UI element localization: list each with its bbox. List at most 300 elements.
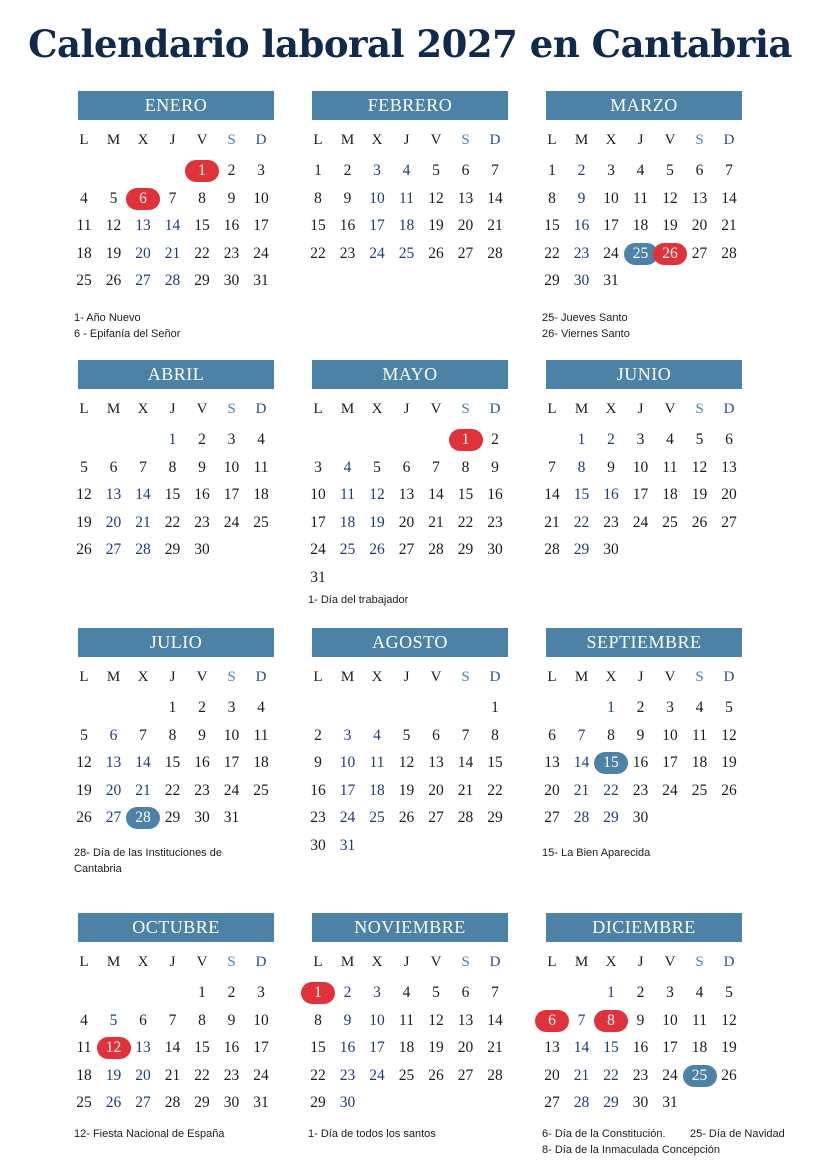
day-cell: 21 (573, 1066, 590, 1084)
day-cell: 10 (253, 189, 269, 207)
day-cell: 27 (105, 541, 122, 558)
day-cell: 22 (603, 781, 619, 799)
day-cell: 13 (428, 754, 444, 771)
day-cell: 18 (398, 1039, 415, 1056)
day-cell: 2 (227, 984, 236, 1001)
day-cell: 6 (535, 1010, 569, 1032)
day-cell: 21 (487, 217, 503, 234)
day-cell: 22 (310, 244, 326, 262)
weekday-label: L (547, 132, 557, 148)
day-cell: 20 (691, 217, 708, 234)
day-cell: 16 (310, 781, 326, 799)
day-cell: 22 (164, 513, 181, 531)
month-mayo (310, 360, 508, 586)
weekday-label: X (137, 401, 149, 417)
day-cell: 2 (636, 984, 645, 1001)
weekday-label: S (695, 669, 704, 685)
day-cell: 11 (76, 1039, 92, 1056)
day-cell: 24 (223, 513, 240, 531)
day-cell: 16 (487, 486, 503, 503)
day-cell: 17 (662, 754, 678, 771)
day-cell: 30 (223, 272, 240, 289)
weekday-label: D (723, 132, 735, 148)
day-cell: 29 (164, 809, 181, 826)
holiday-notes (308, 592, 508, 608)
day-cell: 10 (662, 1011, 678, 1029)
day-cell: 5 (432, 984, 440, 1001)
weekday-label: M (106, 669, 121, 685)
weekday-label: L (313, 132, 323, 148)
day-cell: 6 (402, 458, 411, 476)
day-cell: 12 (721, 1011, 737, 1029)
month-febrero (310, 91, 508, 262)
day-cell: 29 (603, 1094, 619, 1111)
weekday-label: M (574, 401, 589, 417)
weekday-label: S (695, 954, 704, 970)
day-cell: 24 (603, 244, 619, 262)
weekday-label: D (723, 954, 735, 970)
day-cell: 14 (428, 486, 444, 503)
day-cell: 3 (257, 162, 265, 179)
day-cell: 7 (432, 458, 440, 476)
day-cell: 11 (399, 189, 414, 207)
day-cell: 4 (80, 1011, 88, 1029)
weekday-label: L (313, 401, 323, 417)
day-cell: 28 (487, 244, 503, 262)
day-cell: 1 (185, 160, 219, 182)
day-cell: 14 (544, 486, 560, 503)
day-cell: 7 (168, 189, 177, 207)
day-cell: 15 (310, 1039, 326, 1056)
weekday-label: V (430, 669, 442, 685)
day-cell: 27 (428, 809, 444, 826)
day-cell: 21 (164, 244, 181, 262)
day-cell: 9 (577, 189, 586, 207)
day-cell: 21 (573, 781, 590, 799)
day-cell: 3 (257, 984, 265, 1001)
day-cell: 8 (594, 1010, 628, 1032)
day-cell: 21 (428, 513, 444, 531)
day-cell: 7 (461, 726, 470, 744)
day-cell: 22 (544, 244, 560, 262)
weekday-label: J (169, 401, 176, 417)
day-cell: 9 (636, 726, 645, 744)
day-cell: 2 (227, 162, 236, 179)
month-agosto (310, 628, 508, 854)
day-cell: 4 (343, 458, 352, 476)
weekday-label: S (227, 132, 236, 148)
day-cell: 3 (607, 162, 615, 179)
weekday-label: X (137, 954, 149, 970)
day-cell: 26 (105, 272, 122, 289)
day-cell: 6 (695, 162, 704, 179)
day-cell: 25 (398, 1066, 415, 1084)
day-cell: 19 (398, 781, 415, 799)
day-cell: 23 (573, 244, 590, 262)
day-cell: 10 (603, 189, 619, 207)
day-cell: 3 (314, 458, 322, 476)
day-cell: 9 (636, 1011, 645, 1029)
day-cell: 20 (721, 486, 737, 503)
day-cell: 10 (339, 754, 356, 771)
day-cell: 25 (624, 243, 658, 265)
day-cell: 28 (164, 272, 181, 289)
day-cell: 9 (198, 726, 206, 744)
day-cell: 12 (76, 754, 92, 771)
day-cell: 28 (573, 1094, 590, 1111)
day-cell: 2 (491, 431, 499, 448)
day-cell: 3 (373, 984, 381, 1001)
holiday-note: 1- Día del trabajador (308, 594, 409, 606)
weekday-label: D (255, 954, 267, 970)
day-cell: 2 (198, 699, 206, 716)
holiday-notes (542, 845, 782, 861)
day-cell: 12 (97, 1037, 131, 1059)
day-cell: 11 (76, 217, 92, 234)
day-cell: 23 (194, 513, 210, 531)
day-cell: 18 (76, 1066, 92, 1084)
day-cell: 4 (402, 984, 411, 1001)
day-cell: 11 (369, 754, 385, 771)
day-cell: 23 (310, 809, 326, 826)
weekday-label: J (169, 132, 176, 148)
day-cell: 27 (721, 513, 737, 531)
day-cell: 6 (432, 726, 440, 744)
day-cell: 8 (314, 1011, 322, 1029)
day-cell: 8 (461, 458, 470, 476)
day-cell: 5 (109, 189, 118, 207)
day-cell: 12 (721, 726, 737, 744)
day-cell: 20 (457, 217, 474, 234)
month-junio (544, 360, 742, 558)
day-cell: 15 (603, 1039, 619, 1056)
month-abril (76, 360, 274, 558)
day-cell: 11 (633, 189, 648, 207)
day-cell: 11 (692, 726, 707, 744)
weekday-label: J (403, 954, 410, 970)
day-cell: 11 (253, 726, 269, 744)
day-cell: 25 (76, 1094, 92, 1111)
weekday-label: V (430, 401, 442, 417)
weekday-label: S (695, 132, 704, 148)
day-cell: 28 (126, 807, 160, 829)
day-cell: 1 (168, 431, 177, 448)
day-cell: 25 (76, 272, 92, 289)
day-cell: 24 (223, 781, 240, 799)
day-cell: 30 (194, 809, 210, 826)
month-diciembre (544, 913, 742, 1111)
weekday-label: D (255, 669, 267, 685)
day-cell: 8 (168, 458, 177, 476)
day-cell: 9 (227, 1011, 236, 1029)
day-cell: 18 (691, 754, 708, 771)
day-cell: 6 (139, 1011, 147, 1029)
day-cell: 6 (461, 162, 470, 179)
day-cell: 7 (548, 458, 556, 476)
day-cell: 17 (310, 513, 326, 531)
day-cell: 10 (632, 458, 649, 476)
month-header: AGOSTO (312, 628, 508, 657)
day-cell: 27 (105, 809, 122, 826)
day-cell: 22 (164, 781, 181, 799)
weekday-label: V (196, 954, 208, 970)
weekday-label: L (547, 954, 557, 970)
day-cell: 26 (428, 1066, 444, 1084)
weekday-label: D (255, 401, 267, 417)
day-cell: 23 (223, 244, 240, 262)
day-cell: 2 (198, 431, 206, 448)
day-cell: 11 (662, 458, 678, 476)
day-cell: 24 (369, 1066, 385, 1084)
day-cell: 16 (223, 1039, 240, 1056)
day-cell: 29 (164, 541, 181, 558)
weekday-label: X (371, 669, 383, 685)
day-cell: 9 (607, 458, 615, 476)
day-cell: 23 (487, 513, 503, 531)
day-cell: 24 (310, 541, 326, 558)
day-cell: 24 (632, 513, 649, 531)
day-cell: 26 (653, 243, 687, 265)
day-cell: 15 (573, 486, 590, 503)
day-cell: 9 (314, 754, 322, 771)
holiday-notes (542, 310, 782, 342)
weekday-label: M (106, 954, 121, 970)
day-cell: 10 (369, 1011, 385, 1029)
day-cell: 30 (632, 1094, 649, 1111)
weekday-label: S (461, 132, 470, 148)
weekday-label: X (371, 132, 383, 148)
weekday-label: J (637, 401, 644, 417)
day-cell: 31 (603, 272, 619, 289)
day-cell: 8 (577, 458, 586, 476)
weekday-label: V (430, 132, 442, 148)
day-cell: 5 (373, 458, 381, 476)
day-cell: 16 (632, 754, 649, 771)
day-cell: 24 (253, 1066, 269, 1084)
day-cell: 23 (223, 1066, 240, 1084)
day-cell: 8 (198, 189, 206, 207)
day-cell: 26 (428, 244, 444, 262)
day-cell: 28 (487, 1066, 503, 1084)
day-cell: 28 (428, 541, 444, 558)
day-cell: 5 (666, 162, 674, 179)
day-cell: 20 (135, 1066, 151, 1084)
day-cell: 13 (721, 458, 737, 476)
day-cell: 10 (310, 486, 326, 503)
month-header: FEBRERO (312, 91, 508, 120)
month-julio (76, 628, 274, 826)
day-cell: 3 (227, 431, 236, 448)
day-cell: 15 (164, 486, 181, 503)
month-enero (76, 91, 274, 289)
day-cell: 26 (721, 1066, 737, 1084)
day-cell: 25 (683, 1065, 717, 1087)
day-cell: 21 (544, 513, 560, 531)
day-cell: 29 (310, 1094, 326, 1111)
holiday-notes (308, 1126, 508, 1142)
day-cell: 16 (194, 486, 210, 503)
day-cell: 6 (548, 726, 556, 744)
day-cell: 16 (573, 217, 590, 234)
day-cell: 1 (491, 699, 499, 716)
day-cell: 17 (253, 1039, 269, 1056)
month-header: ENERO (78, 91, 274, 120)
day-cell: 14 (135, 486, 151, 503)
day-cell: 17 (253, 217, 269, 234)
month-septiembre (544, 628, 742, 826)
day-cell: 19 (721, 1039, 737, 1056)
day-cell: 22 (310, 1066, 326, 1084)
day-cell: 5 (725, 984, 733, 1001)
month-header: OCTUBRE (78, 913, 274, 942)
day-cell: 31 (253, 1094, 269, 1111)
day-cell: 5 (402, 726, 411, 744)
weekday-label: M (106, 401, 121, 417)
holiday-note: 6- Día de la Constitución. 25- Día de Navidad (542, 1128, 785, 1140)
day-cell: 27 (457, 1066, 474, 1084)
day-cell: 6 (109, 726, 118, 744)
day-cell: 21 (164, 1066, 181, 1084)
day-cell: 27 (544, 1094, 560, 1111)
day-cell: 3 (343, 726, 352, 744)
day-cell: 29 (457, 541, 474, 558)
day-cell: 12 (428, 1011, 444, 1029)
day-cell: 22 (194, 1066, 210, 1084)
day-cell: 10 (223, 726, 240, 744)
day-cell: 8 (491, 726, 499, 744)
day-cell: 3 (373, 162, 381, 179)
day-cell: 28 (457, 809, 474, 826)
weekday-label: M (340, 954, 355, 970)
day-cell: 27 (398, 541, 415, 558)
day-cell: 2 (343, 984, 352, 1001)
month-noviembre (310, 913, 508, 1111)
weekday-label: X (605, 954, 617, 970)
day-cell: 24 (339, 809, 356, 826)
day-cell: 14 (573, 1039, 590, 1056)
month-header: MARZO (546, 91, 742, 120)
month-marzo (544, 91, 742, 289)
day-cell: 3 (636, 431, 645, 448)
day-cell: 14 (487, 189, 503, 207)
day-cell: 28 (544, 541, 560, 558)
holiday-note: 28- Día de las Instituciones de (74, 847, 222, 859)
day-cell: 22 (487, 781, 503, 799)
weekday-label: J (169, 669, 176, 685)
holiday-notes (542, 1126, 785, 1158)
weekday-label: V (196, 401, 208, 417)
day-cell: 18 (662, 486, 678, 503)
day-cell: 23 (603, 513, 619, 531)
day-cell: 16 (194, 754, 210, 771)
day-cell: 10 (369, 189, 385, 207)
day-cell: 13 (135, 1039, 151, 1056)
month-header: MAYO (312, 360, 508, 389)
day-cell: 16 (339, 217, 356, 234)
day-cell: 22 (457, 513, 474, 531)
day-cell: 8 (548, 189, 556, 207)
day-cell: 11 (253, 458, 269, 476)
day-cell: 26 (721, 781, 737, 799)
weekday-label: L (79, 669, 89, 685)
day-cell: 21 (487, 1039, 503, 1056)
day-cell: 10 (253, 1011, 269, 1029)
day-cell: 15 (310, 217, 326, 234)
day-cell: 15 (194, 1039, 210, 1056)
day-cell: 29 (573, 541, 590, 558)
day-cell: 7 (139, 726, 147, 744)
day-cell: 20 (398, 513, 415, 531)
day-cell: 12 (105, 217, 122, 234)
day-cell: 26 (691, 513, 708, 531)
holiday-note: 8- Día de la Inmaculada Concepción (542, 1144, 720, 1156)
day-cell: 28 (135, 541, 151, 558)
day-cell: 14 (164, 1039, 181, 1056)
weekday-label: D (723, 401, 735, 417)
weekday-label: D (489, 401, 501, 417)
day-cell: 15 (194, 217, 210, 234)
day-cell: 8 (314, 189, 322, 207)
day-cell: 28 (164, 1094, 181, 1111)
weekday-label: D (723, 669, 735, 685)
weekday-label: M (574, 669, 589, 685)
day-cell: 27 (544, 809, 560, 826)
day-cell: 19 (369, 513, 385, 531)
day-cell: 1 (301, 982, 335, 1004)
day-cell: 7 (491, 162, 499, 179)
day-cell: 15 (594, 752, 628, 774)
month-header: JULIO (78, 628, 274, 657)
day-cell: 17 (223, 754, 240, 771)
day-cell: 28 (721, 244, 737, 262)
day-cell: 13 (398, 486, 415, 503)
day-cell: 17 (369, 217, 385, 234)
weekday-label: J (169, 954, 176, 970)
day-cell: 30 (310, 836, 326, 854)
day-cell: 13 (544, 754, 560, 771)
day-cell: 20 (457, 1039, 474, 1056)
day-cell: 19 (428, 217, 444, 234)
weekday-label: J (403, 401, 410, 417)
page-title: Calendario laboral 2027 en Cantabria (28, 22, 792, 66)
holiday-notes (74, 845, 274, 877)
weekday-label: D (489, 132, 501, 148)
day-cell: 24 (253, 244, 269, 262)
day-cell: 23 (632, 781, 649, 799)
day-cell: 9 (343, 189, 352, 207)
weekday-label: S (461, 669, 470, 685)
weekday-label: X (605, 132, 617, 148)
weekday-label: M (574, 132, 589, 148)
day-cell: 12 (76, 486, 92, 503)
day-cell: 7 (491, 984, 499, 1001)
day-cell: 18 (398, 217, 415, 234)
day-cell: 30 (223, 1094, 240, 1111)
month-octubre (76, 913, 274, 1111)
day-cell: 23 (632, 1066, 649, 1084)
day-cell: 24 (662, 1066, 678, 1084)
day-cell: 16 (223, 217, 240, 234)
weekday-label: L (79, 954, 89, 970)
weekday-label: D (489, 669, 501, 685)
day-cell: 25 (339, 541, 356, 558)
day-cell: 7 (577, 1011, 586, 1029)
holiday-notes (74, 1126, 274, 1142)
day-cell: 15 (544, 217, 560, 234)
day-cell: 18 (691, 1039, 708, 1056)
month-header: NOVIEMBRE (312, 913, 508, 942)
day-cell: 1 (198, 984, 206, 1001)
